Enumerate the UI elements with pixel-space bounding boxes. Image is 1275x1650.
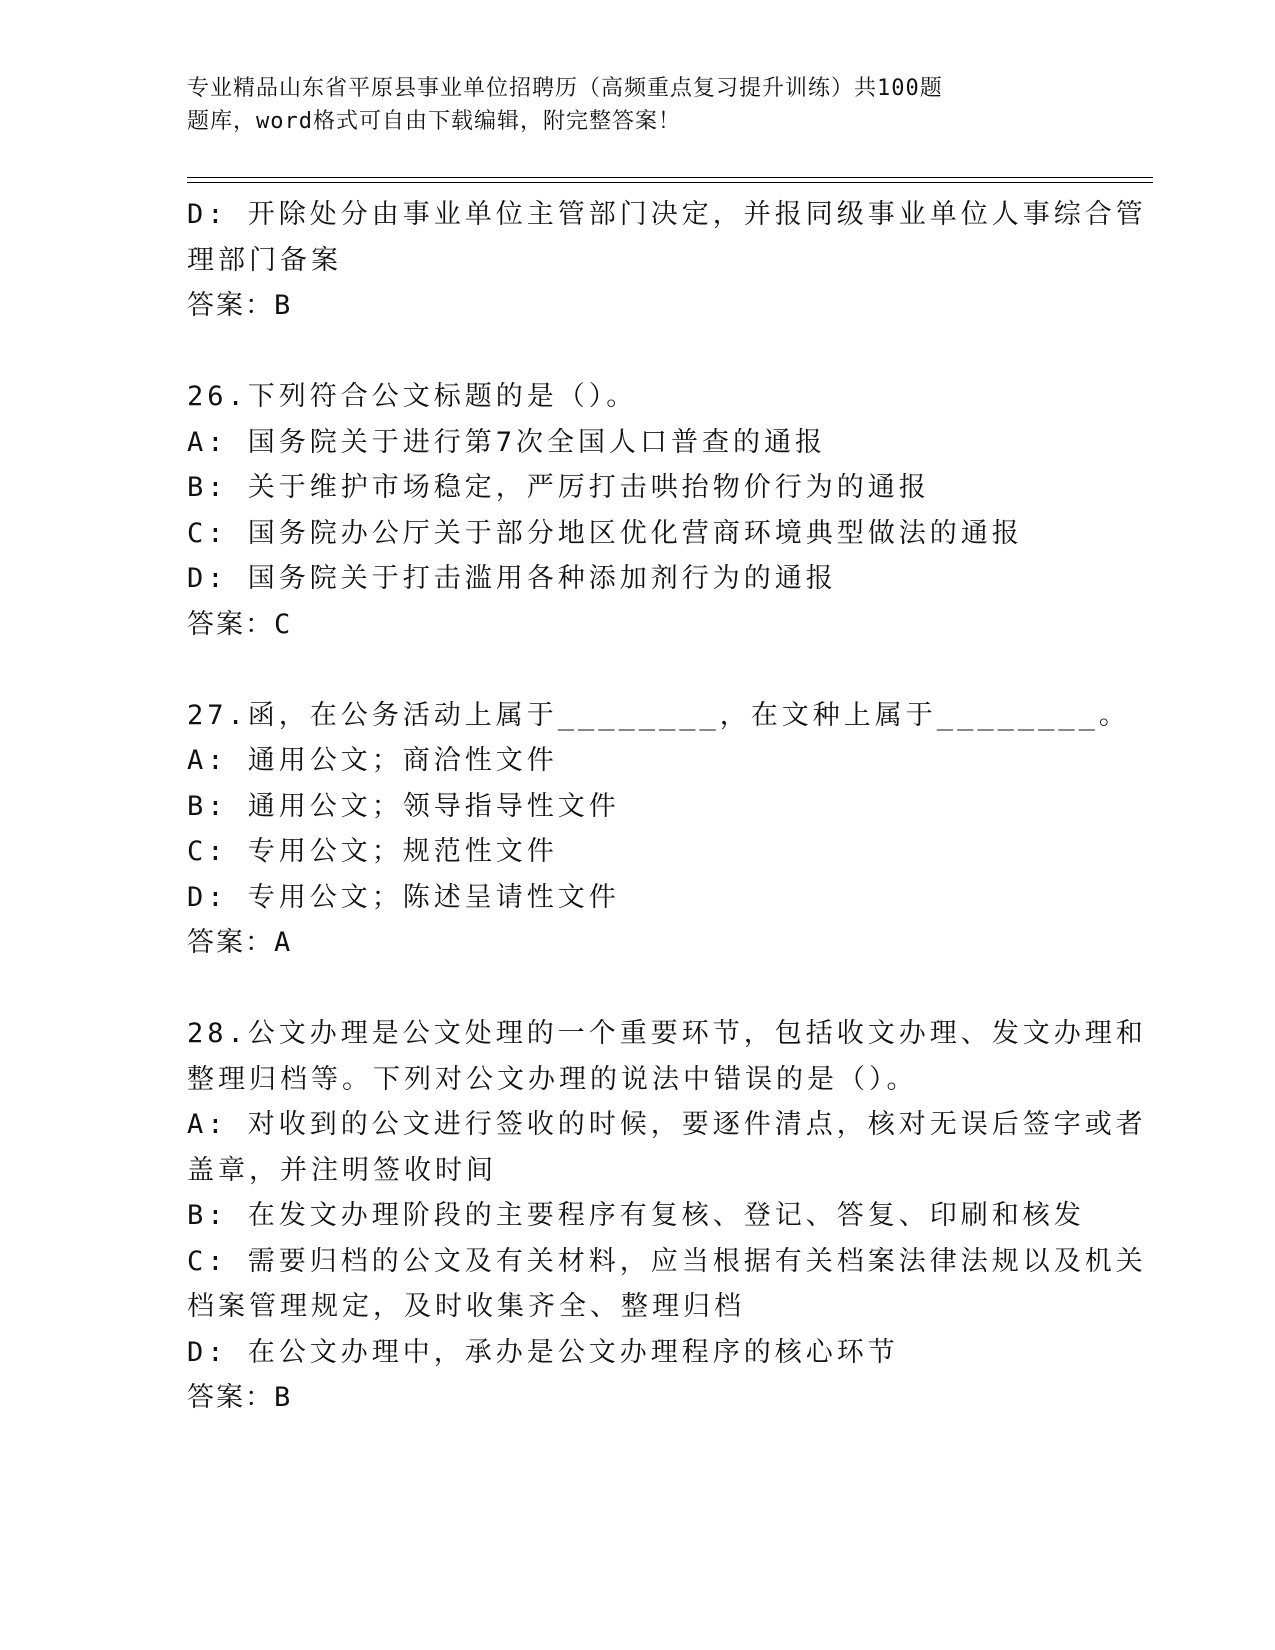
question-stem: 整理归档等。下列对公文办理的说法中错误的是（）。 — [187, 1063, 918, 1095]
previous-question-tail — [187, 192, 1147, 329]
answer-label: 答案： — [187, 608, 274, 640]
option-b: B: 关于维护市场稳定，严厉打击哄抬物价行为的通报 — [187, 472, 930, 503]
option-b: B: 在发文办理阶段的主要程序有复核、登记、答复、印刷和核发 — [187, 1200, 1085, 1231]
option-d: D: 在公文办理中，承办是公文办理程序的核心环节 — [187, 1336, 899, 1368]
answer-line — [187, 1375, 1087, 1421]
option-d-line: 理部门备案 — [187, 244, 342, 276]
option-c: C: 专用公文；规范性文件 — [187, 836, 558, 867]
question-stem: 27.函，在公务活动上属于________，在文种上属于________。 — [187, 699, 1130, 731]
option-c: C: 需要归档的公文及有关材料，应当根据有关档案法律法规以及机关 — [187, 1245, 1147, 1277]
option-c: C: 国务院办公厅关于部分地区优化营商环境典型做法的通报 — [187, 517, 1023, 549]
answer-label: 答案： — [187, 290, 274, 321]
header-title-line-1: 专业精品山东省平原县事业单位招聘历（高频重点复习提升训练）共100题 — [187, 76, 943, 101]
answer-value: A — [274, 927, 291, 958]
answer-value: B — [274, 290, 291, 321]
spacer — [187, 329, 1087, 375]
question-stem: 28.公文办理是公文处理的一个重要环节，包括收文办理、发文办理和 — [187, 1018, 1147, 1049]
option-a: A: 国务院关于进行第7次全国人口普查的通报 — [187, 426, 827, 458]
header-divider-top — [187, 177, 1153, 178]
spacer — [187, 966, 1087, 1012]
answer-value: B — [274, 1382, 291, 1413]
answer-label: 答案： — [187, 1382, 274, 1413]
option-c: 档案管理规定，及时收集齐全、整理归档 — [187, 1291, 745, 1322]
option-a: A: 通用公文；商洽性文件 — [187, 745, 558, 776]
option-d-line: D: 开除处分由事业单位主管部门决定，并报同级事业单位人事综合管 — [187, 199, 1147, 230]
question-27 — [187, 693, 1130, 966]
header-divider-bottom — [187, 182, 1153, 183]
answer-value: C — [274, 608, 291, 640]
spacer — [187, 647, 1087, 693]
question-28 — [187, 1011, 1147, 1421]
answer-line — [187, 920, 1087, 966]
answer-line — [187, 602, 1087, 648]
option-b: B: 通用公文；领导指导性文件 — [187, 790, 620, 822]
page-header — [187, 72, 1047, 138]
header-title-line-2: 题库，word格式可自由下载编辑，附完整答案！ — [187, 109, 681, 134]
option-d: D: 专用公文；陈述呈请性文件 — [187, 881, 620, 913]
option-a: 盖章，并注明签收时间 — [187, 1154, 497, 1186]
question-26 — [187, 374, 1087, 647]
question-content — [187, 192, 1147, 1421]
option-d: D: 国务院关于打击滥用各种添加剂行为的通报 — [187, 563, 837, 594]
question-stem: 26.下列符合公文标题的是（）。 — [187, 381, 638, 412]
answer-label: 答案： — [187, 927, 274, 958]
answer-line — [187, 283, 1087, 329]
option-a: A: 对收到的公文进行签收的时候，要逐件清点，核对无误后签字或者 — [187, 1109, 1147, 1140]
